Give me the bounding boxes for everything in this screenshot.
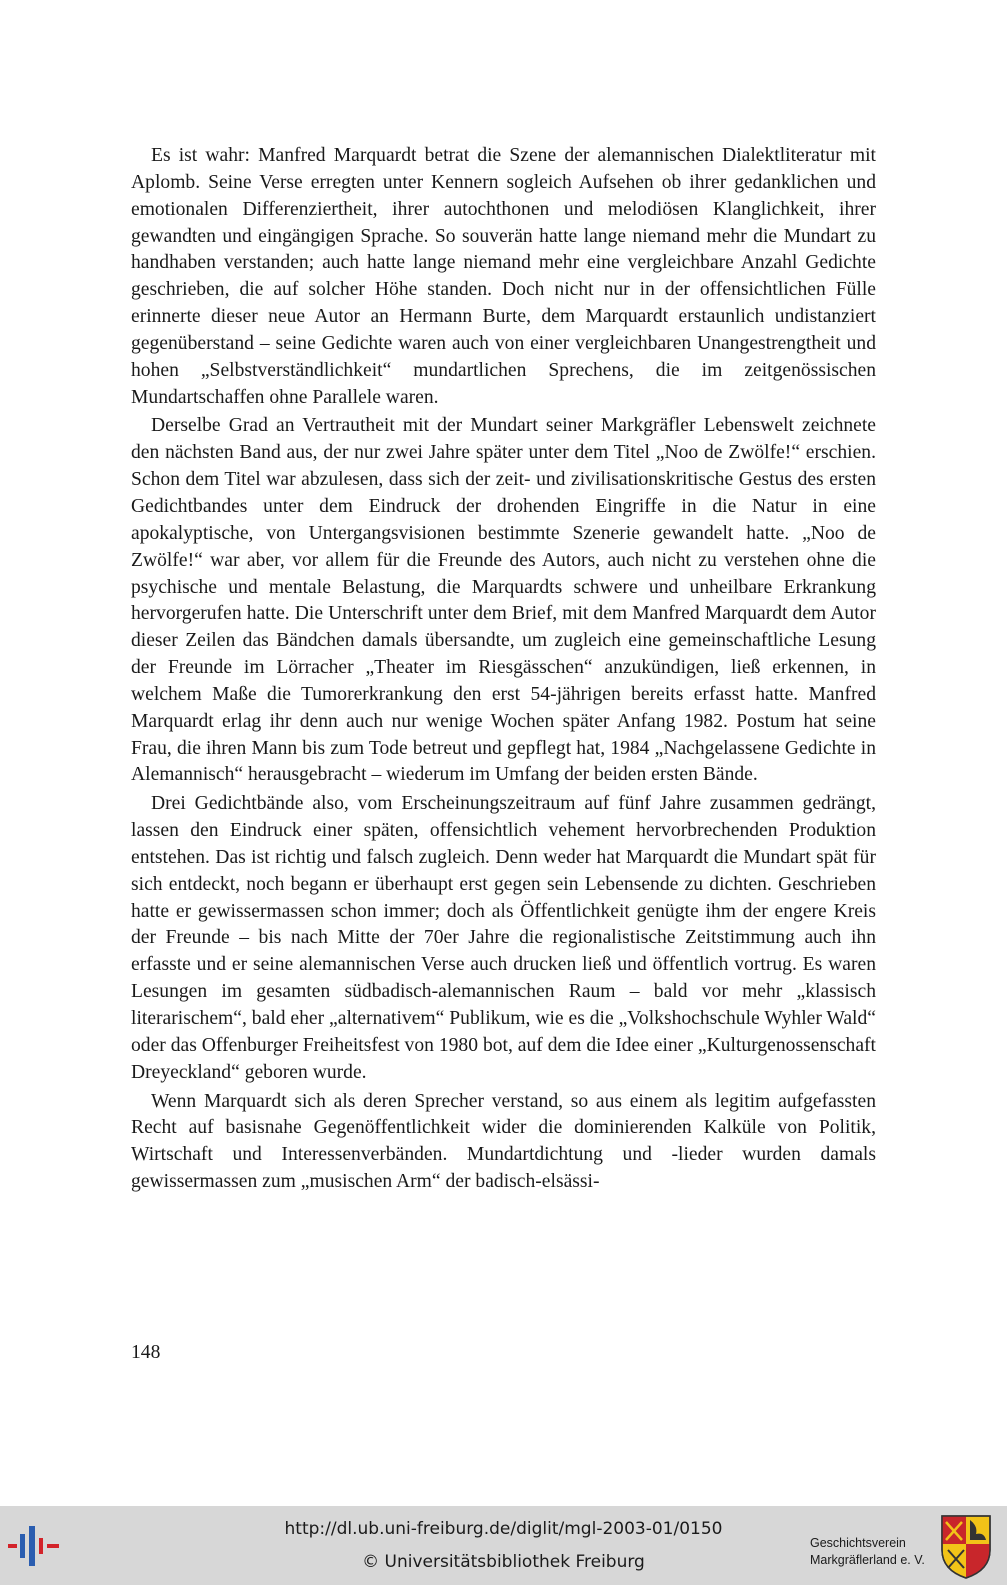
document-url-link[interactable]: http://dl.ub.uni-freiburg.de/diglit/mgl-2003-01/0150 bbox=[284, 1519, 723, 1539]
body-text bbox=[131, 143, 876, 1196]
copyright-notice: © Universitätsbibliothek Freiburg bbox=[362, 1552, 645, 1572]
publisher-name bbox=[810, 1535, 925, 1569]
paragraph: Wenn Marquardt sich als deren Sprecher verstand, so aus einem als legitim aufgefassten Recht auf basisnahe Gegenöffentlichkeit wider die dominierenden Kalküle von Politik, Wirtschaft und Interessenverbänden. Mundartdichtung und -lieder wurden damals gewissermassen zum „musischen Arm“ der badisch-elsässi- bbox=[131, 1090, 876, 1193]
paragraph: Es ist wahr: Manfred Marquardt betrat die Szene der alemannischen Dialektliteratur mit Aplomb. Seine Verse erregten unter Kennern sogleich Aufsehen ob ihrer gedanklichen und emotionalen Differenziertheit, ihrer autochthonen und melodiösen Klanglichkeit, ihrer gewandten und eingängigen Sprache. So souverän hatte lange niemand mehr die Mundart zu handhaben verstanden; auch hatte lange niemand mehr eine vergleichbare Anzahl Gedichte geschrieben, die auf solcher Höhe standen. Doch nicht nur in der offensichtlichen Fülle erinnerte dieser neue Autor an Hermann Burte, dem Marquardt erstaunlich undistanziert gegenüberstand – seine Gedichte waren auch von einer vergleichbaren Unangestrengtheit und hohen „Selbstverständlichkeit“ mundartlichen Sprechens, die im zeitgenössischen Mundartschaffen ohne Parallele waren. bbox=[131, 145, 876, 408]
library-footer bbox=[0, 1506, 1007, 1585]
page-number: 148 bbox=[131, 1342, 161, 1363]
publisher-line-1: Geschichtsverein bbox=[810, 1536, 906, 1550]
paragraph: Drei Gedichtbände also, vom Erscheinungszeitraum auf fünf Jahre zusammen gedrängt, lassen den Eindruck einer späten, offensichtlich vehement hervorbrechenden Produktion entstehen. Das ist richtig und falsch zugleich. Denn weder hat Marquardt die Mundart spät für sich entdeckt, noch begann er überhaupt erst gegen sein Lebensende zu dichten. Geschrieben hatte er gewissermassen schon immer; doch als Öffentlichkeit genügte ihm der engere Kreis der Freunde – bis nach Mitte der 70er Jahre die regionalistische Zeitstimmung auch ihn erfasste und er seine alemannischen Verse auch drucken ließ und öffentlich vortrug. Es waren Lesungen im gesamten südbadisch-alemannischen Raum – bald vor mehr „klassisch literarischem“, bald eher „alternativem“ Publikum, wie es die „Volkshochschule Wyhler Wald“ oder das Offenburger Freiheitsfest von 1980 bot, auf dem die Idee einer „Kulturgenossenschaft Dreyeckland“ geboren wurde. bbox=[131, 793, 876, 1083]
coat-of-arms-icon bbox=[940, 1514, 992, 1580]
paragraph: Derselbe Grad an Vertrautheit mit der Mundart seiner Markgräfler Lebenswelt zeichnete den nächsten Band aus, der nur zwei Jahre später unter dem Titel „Noo de Zwölfe!“ erschien. Schon dem Titel war abzulesen, dass sich der zeit- und zivilisationskritische Gestus des ersten Gedichtbandes unter dem Eindruck der drohenden Eingriffe in die Natur in eine apokalyptische, von Untergangsvisionen bestimmte Szenerie gewandelt hatte. „Noo de Zwölfe!“ war aber, vor allem für die Freunde des Autors, auch nicht zu verstehen ohne die psychische und mentale Belastung, die Marquardts schwere und unheilbare Erkrankung hervorgerufen hatte. Die Unterschrift unter dem Brief, mit dem Manfred Marquardt dem Autor dieser Zeilen das Bändchen damals übersandte, um zugleich eine gemeinschaftliche Lesung der Freunde im Lörracher „Theater im Riesgässchen“ anzukündigen, ließ erkennen, in welchem Maße die Tumorerkrankung den erst 54-jährigen bereits erfasst hatte. Manfred Marquardt erlag ihr denn auch nur wenige Wochen später Anfang 1982. Postum hat seine Frau, die ihren Mann bis zum Tode betreut und gepflegt hat, 1984 „Nachgelassene Gedichte in Alemannisch“ herausgebracht – wiederum im Umfang der beiden ersten Bände. bbox=[131, 415, 876, 786]
publisher-line-2: Markgräflerland e. V. bbox=[810, 1553, 925, 1567]
